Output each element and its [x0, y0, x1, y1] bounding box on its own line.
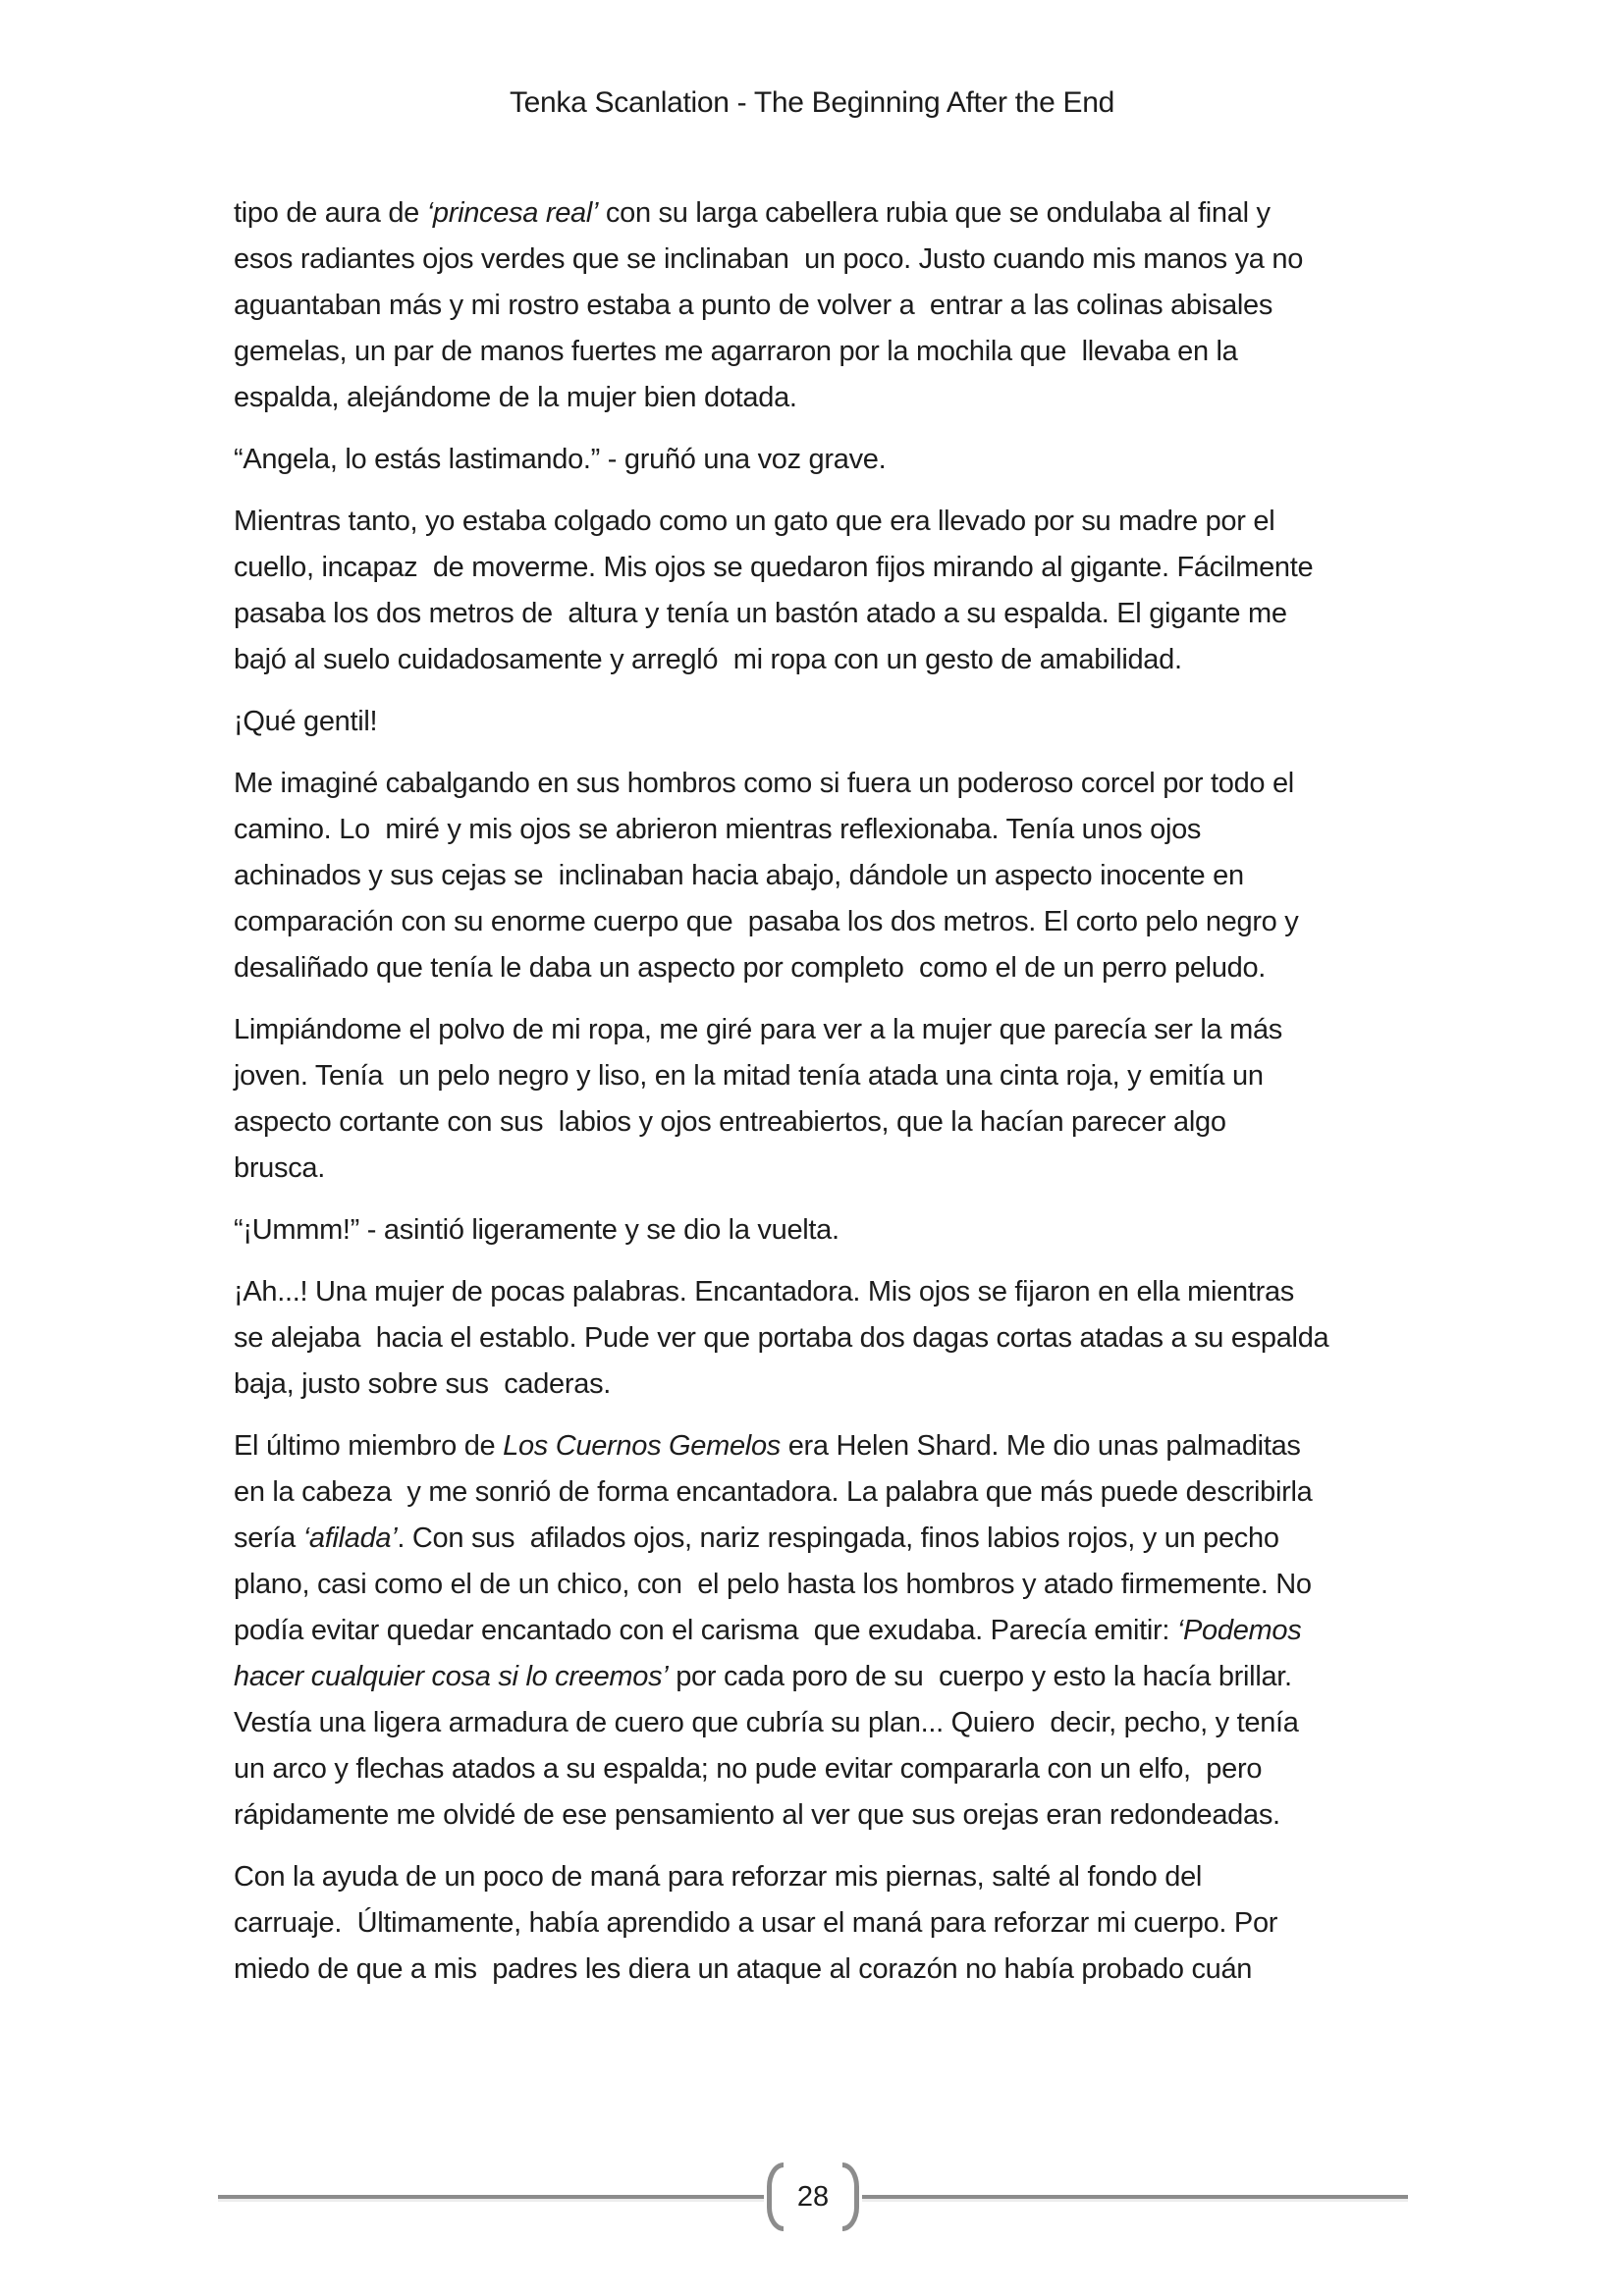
text-run: miedo de que a mis padres les diera un ataque al corazón no había probado cuán [234, 1953, 1253, 1985]
text-line [234, 637, 1432, 683]
text-run: pasaba los dos metros de altura y tenía un bastón atado a su espalda. El gigante me [234, 598, 1287, 629]
text-line [234, 1269, 1432, 1315]
footer-rule-left [218, 2195, 764, 2199]
text-run: con su larga cabellera rubia que se ondulaba al final y [598, 197, 1271, 229]
text-run: joven. Tenía un pelo negro y liso, en la mitad tenía atada una cinta roja, y emitía un [234, 1060, 1264, 1092]
page-number-bracket-right-icon [842, 2163, 859, 2231]
paragraph [234, 761, 1432, 991]
text-run: Vestía una ligera armadura de cuero que cubría su plan... Quiero decir, pecho, y tenía [234, 1707, 1299, 1738]
paragraph [234, 499, 1432, 683]
paragraph [234, 1854, 1432, 1993]
text-run: tipo de aura de [234, 197, 427, 229]
italic-text-run: ‘afilada’ [302, 1522, 398, 1554]
paragraph [234, 699, 1432, 745]
text-run: aspecto cortante con sus labios y ojos entreabiertos, que la hacían parecer algo [234, 1106, 1226, 1138]
text-line [234, 1654, 1432, 1700]
text-run: baja, justo sobre sus caderas. [234, 1368, 612, 1400]
text-line [234, 1792, 1432, 1839]
text-line [234, 1516, 1432, 1562]
text-run: ¡Qué gentil! [234, 706, 378, 737]
document-header [0, 0, 1624, 120]
text-run: en la cabeza y me sonrió de forma encantadora. La palabra que más puede describirla [234, 1476, 1313, 1508]
text-line [234, 1900, 1432, 1947]
text-run: Con la ayuda de un poco de maná para reforzar mis piernas, salté al fondo del [234, 1861, 1203, 1893]
italic-text-run: hacer cualquier cosa si lo creemos’ [234, 1661, 669, 1692]
text-run: era Helen Shard. Me dio unas palmaditas [780, 1430, 1301, 1462]
page-title: Tenka Scanlation - The Beginning After the End [509, 86, 1115, 119]
text-line [234, 375, 1432, 421]
text-line [234, 853, 1432, 899]
text-line [234, 499, 1432, 545]
text-line [234, 1423, 1432, 1469]
text-run: desaliñado que tenía le daba un aspecto por completo como el de un perro peludo. [234, 952, 1267, 984]
italic-text-run: ‘princesa real’ [426, 197, 599, 229]
text-line [234, 1146, 1432, 1192]
text-line [234, 545, 1432, 591]
text-run: bajó al suelo cuidadosamente y arregló mi ropa con un gesto de amabilidad. [234, 644, 1182, 675]
text-run: comparación con su enorme cuerpo que pasaba los dos metros. El corto pelo negro y [234, 906, 1299, 937]
text-line [234, 1315, 1432, 1362]
paragraph [234, 1207, 1432, 1254]
text-run: se alejaba hacia el establo. Pude ver que portaba dos dagas cortas atadas a su espalda [234, 1322, 1329, 1354]
text-line [234, 1007, 1432, 1053]
text-run: ¡Ah...! Una mujer de pocas palabras. Encantadora. Mis ojos se fijaron en ella mientras [234, 1276, 1294, 1308]
text-run: achinados y sus cejas se inclinaban hacia abajo, dándole un aspecto inocente en [234, 860, 1244, 891]
text-line [234, 237, 1432, 283]
text-run: “Angela, lo estás lastimando.” - gruñó una voz grave. [234, 444, 887, 475]
italic-text-run: Los Cuernos Gemelos [503, 1430, 781, 1462]
text-run: sería [234, 1522, 303, 1554]
text-line [234, 1608, 1432, 1654]
text-line [234, 1746, 1432, 1792]
text-run: “¡Ummm!” - asintió ligeramente y se dio la vuelta. [234, 1214, 839, 1246]
text-run: Me imaginé cabalgando en sus hombros como si fuera un poderoso corcel por todo el [234, 768, 1294, 799]
page-footer [218, 2160, 1408, 2234]
page-number-bracket-left-icon [767, 2163, 784, 2231]
footer-rule-right [862, 2195, 1408, 2199]
text-line [234, 437, 1432, 483]
text-run: esos radiantes ojos verdes que se inclinaban un poco. Justo cuando mis manos ya no [234, 243, 1304, 275]
text-line [234, 1207, 1432, 1254]
text-line [234, 1562, 1432, 1608]
text-line [234, 899, 1432, 945]
text-run: Mientras tanto, yo estaba colgado como un gato que era llevado por su madre por el [234, 506, 1275, 537]
text-run: gemelas, un par de manos fuertes me agarraron por la mochila que llevaba en la [234, 336, 1238, 367]
paragraph [234, 1423, 1432, 1839]
text-run: rápidamente me olvidé de ese pensamiento al ver que sus orejas eran redondeadas. [234, 1799, 1280, 1831]
text-run: un arco y flechas atados a su espalda; no pude evitar compararla con un elfo, pero [234, 1753, 1263, 1785]
text-run: camino. Lo miré y mis ojos se abrieron mientras reflexionaba. Tenía unos ojos [234, 814, 1202, 845]
text-line [234, 807, 1432, 853]
text-run: plano, casi como el de un chico, con el pelo hasta los hombros y atado firmemente. No [234, 1569, 1312, 1600]
paragraph [234, 190, 1432, 421]
text-line [234, 190, 1432, 237]
text-line [234, 1700, 1432, 1746]
text-line [234, 1854, 1432, 1900]
text-line [234, 699, 1432, 745]
text-run: por cada poro de su cuerpo y esto la hacía brillar. [668, 1661, 1292, 1692]
text-line [234, 283, 1432, 329]
text-run: brusca. [234, 1152, 325, 1184]
page-number: 28 [796, 2180, 830, 2213]
text-line [234, 1053, 1432, 1099]
document-body [234, 190, 1432, 1993]
paragraph [234, 1269, 1432, 1408]
text-line [234, 1362, 1432, 1408]
text-run: carruaje. Últimamente, había aprendido a usar el maná para reforzar mi cuerpo. Por [234, 1907, 1278, 1939]
text-run: aguantaban más y mi rostro estaba a punto de volver a entrar a las colinas abisales [234, 290, 1273, 321]
text-line [234, 1469, 1432, 1516]
text-line [234, 1099, 1432, 1146]
text-run: cuello, incapaz de moverme. Mis ojos se quedaron fijos mirando al gigante. Fácilmente [234, 552, 1314, 583]
text-line [234, 591, 1432, 637]
text-line [234, 329, 1432, 375]
text-line [234, 1947, 1432, 1993]
text-run: podía evitar quedar encantado con el carisma que exudaba. Parecía emitir: [234, 1615, 1177, 1646]
text-line [234, 761, 1432, 807]
text-run: El último miembro de [234, 1430, 504, 1462]
text-run: espalda, alejándome de la mujer bien dotada. [234, 382, 797, 413]
text-line [234, 945, 1432, 991]
text-run: . Con sus afilados ojos, nariz respingada, finos labios rojos, y un pecho [397, 1522, 1279, 1554]
paragraph [234, 1007, 1432, 1192]
text-run: Limpiándome el polvo de mi ropa, me giré para ver a la mujer que parecía ser la más [234, 1014, 1282, 1045]
italic-text-run: ‘Podemos [1176, 1615, 1302, 1646]
paragraph [234, 437, 1432, 483]
